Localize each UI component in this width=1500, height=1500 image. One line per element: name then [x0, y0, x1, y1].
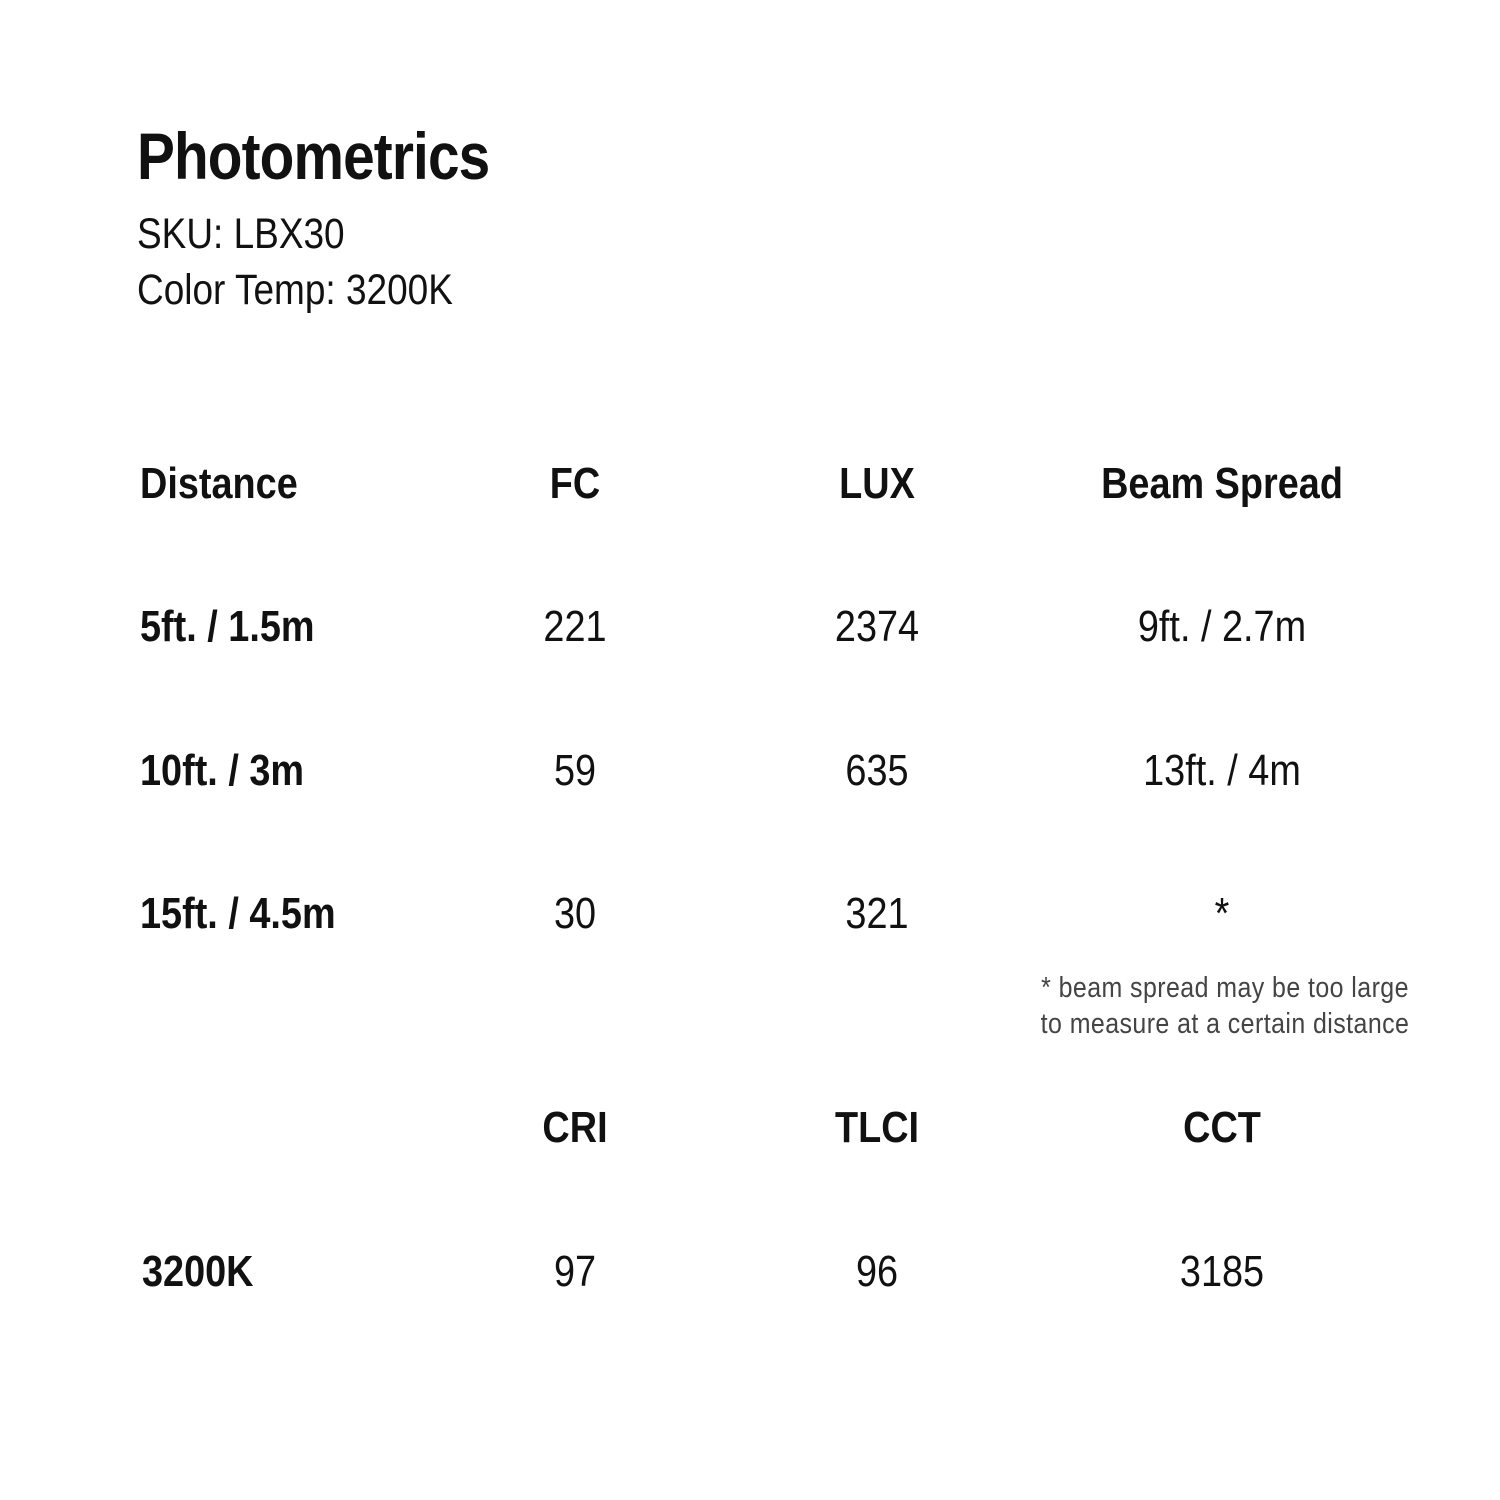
table-row-lux: 321 [845, 889, 909, 938]
page-title: Photometrics [137, 119, 490, 193]
table-row-fc: 59 [553, 746, 597, 795]
table-row-distance: 10ft. / 3m [140, 746, 305, 795]
header-distance: Distance [140, 459, 298, 508]
sku-label: SKU: LBX30 [137, 210, 345, 258]
color-row-cri: 97 [553, 1247, 597, 1296]
color-row-cct: 3185 [1179, 1247, 1265, 1296]
table-row-beam-spread: 13ft. / 4m [1143, 746, 1301, 795]
table-row-lux: 2374 [834, 602, 920, 651]
header-cct: CCT [1183, 1103, 1261, 1152]
color-temp-label: Color Temp: 3200K [137, 266, 453, 314]
header-cri: CRI [542, 1103, 608, 1152]
table-row-distance: 5ft. / 1.5m [140, 602, 315, 651]
table-row-distance: 15ft. / 4.5m [140, 889, 336, 938]
beam-spread-footnote-line-2: to measure at a certain distance [1040, 1008, 1410, 1040]
table-row-beam-spread: 9ft. / 2.7m [1137, 602, 1307, 651]
header-fc: FC [549, 459, 601, 508]
beam-spread-footnote-line-1: * beam spread may be too large [1041, 972, 1409, 1004]
table-row-fc: 221 [543, 602, 607, 651]
color-row-label: 3200K [142, 1247, 254, 1296]
header-beam-spread: Beam Spread [1101, 459, 1343, 508]
table-row-fc: 30 [553, 889, 597, 938]
color-row-tlci: 96 [855, 1247, 899, 1296]
table-row-lux: 635 [845, 746, 909, 795]
header-tlci: TLCI [834, 1103, 920, 1152]
header-lux: LUX [839, 459, 915, 508]
table-row-beam-spread: * [1214, 889, 1230, 938]
